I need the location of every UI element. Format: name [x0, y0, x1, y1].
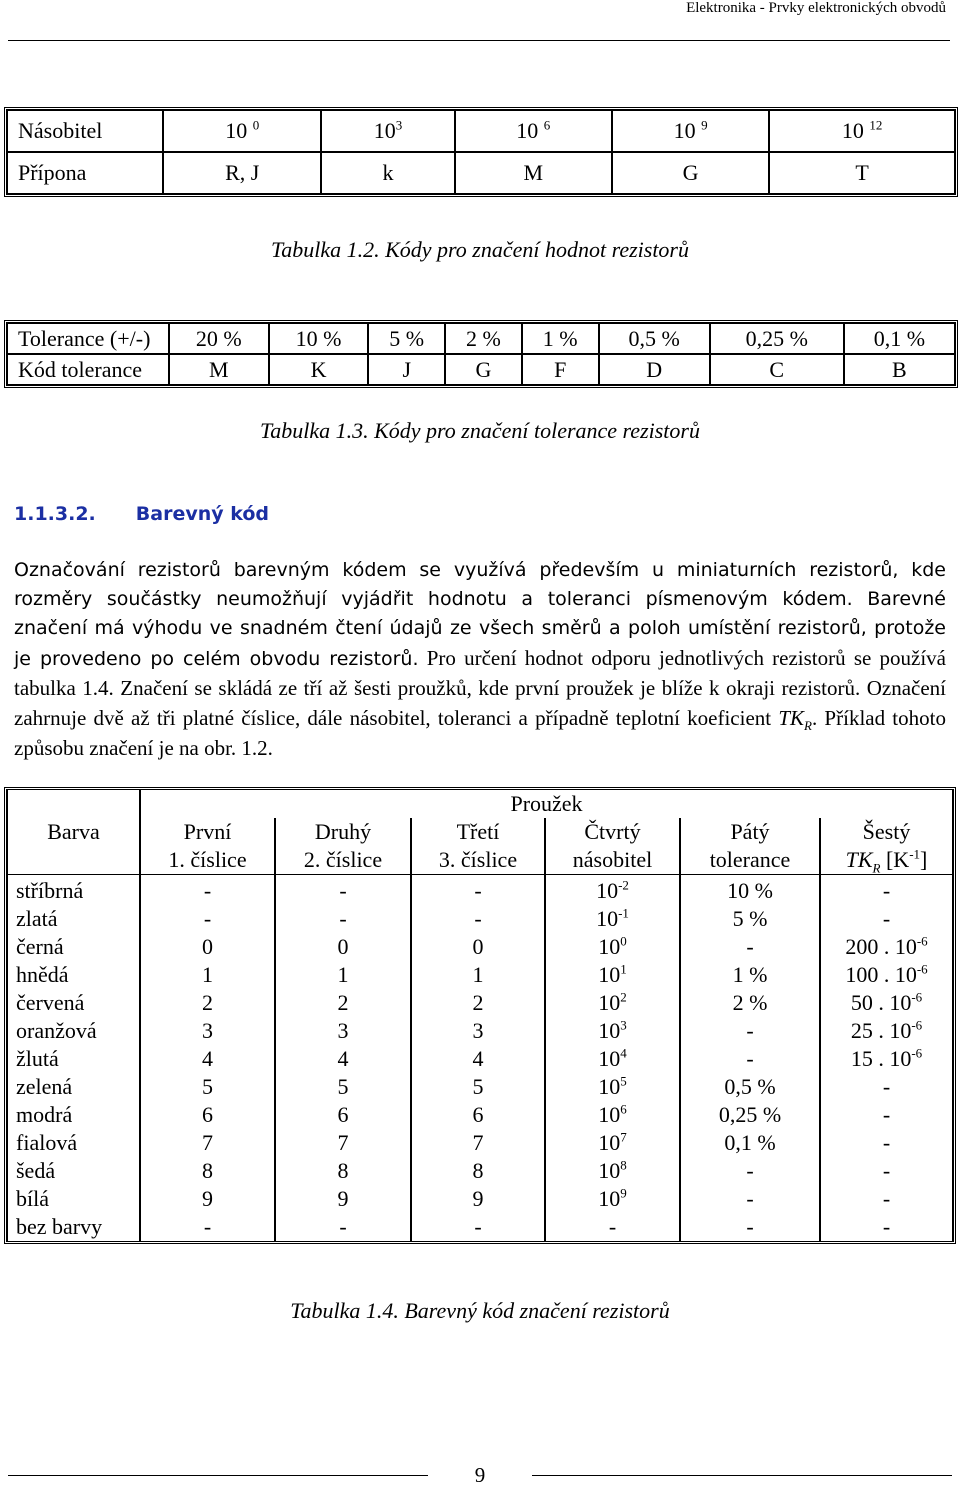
suffix-cell: T [769, 152, 955, 194]
tolerance-cell: - [680, 1045, 820, 1073]
suffix-cell: G [612, 152, 769, 194]
digit-cell: 3 [411, 1017, 545, 1045]
digit-cell: 1 [275, 961, 411, 989]
digit-cell: 7 [411, 1129, 545, 1157]
color-column-header: Barva [7, 818, 140, 846]
multiplier-cell: $10^{-1}$ [545, 905, 680, 933]
tk-cell: - [820, 905, 953, 933]
color-name-cell: černá [7, 933, 140, 961]
suffix-cell: R, J [163, 152, 321, 194]
tolerance-cell: - [680, 933, 820, 961]
tolerance-cell: 0,1 % [680, 1129, 820, 1157]
multiplier-cell: $10^7$ [545, 1129, 680, 1157]
tolerance-code-cell: B [844, 354, 955, 385]
tolerance-cell: 1 % [522, 323, 599, 354]
table-caption-1-2: Tabulka 1.2. Kódy pro značení hodnot rezistorů [270, 237, 689, 262]
digit-cell: 8 [411, 1157, 545, 1185]
color-row [7, 1157, 953, 1185]
multiplier-cell: $10^5$ [545, 1073, 680, 1101]
header-blank [7, 790, 140, 818]
digit-cell: 1 [411, 961, 545, 989]
group-header-row [7, 790, 953, 818]
section-heading [14, 503, 269, 525]
multiplier-cell: $10^1$ [545, 961, 680, 989]
digit-cell: 4 [411, 1045, 545, 1073]
tolerance-cell: 0,1 % [844, 323, 955, 354]
multiplier-cell: $10^2$ [545, 989, 680, 1017]
tolerance-cell: 5 % [368, 323, 445, 354]
stripe-header-row [7, 818, 953, 846]
table-caption-1-4: Tabulka 1.4. Barevný kód značení rezistorů [290, 1298, 670, 1323]
tolerance-cell: - [680, 1213, 820, 1241]
digit-cell: 0 [140, 933, 275, 961]
digit-cell: 3 [275, 1017, 411, 1045]
color-name-cell: oranžová [7, 1017, 140, 1045]
multiplier-cell: $10^0$ [545, 933, 680, 961]
stripe-header: Pátý [680, 818, 820, 846]
tk-cell: 100 . $10^{-6}$ [820, 961, 953, 989]
tolerance-code-cell: K [269, 354, 369, 385]
digit-cell: 3 [140, 1017, 275, 1045]
color-row [7, 989, 953, 1017]
section-number: 1.1.3.2. [14, 503, 96, 525]
color-row [7, 961, 953, 989]
digit-cell: 5 [140, 1073, 275, 1101]
paragraph-text-part-1: Označování rezistorů barevným kódem se využívá především u miniaturních rezistorů, kde rozměry součástky neumožňují vyjádřit hodnotu a toleranci písmenovým kódem. Barevné značení má výhodu ve snadném čtení údajů ze všech směrů a poloh umístění rezistorů, protože je provedeno po celém obvodu rezistorů. [14, 559, 946, 670]
digit-cell: 0 [275, 933, 411, 961]
tolerance-table [4, 320, 958, 388]
color-row [7, 875, 953, 905]
multiplier-cell: $10^{-2}$ [545, 875, 680, 905]
sub-header: 1. číslice [140, 846, 275, 875]
color-name-cell: žlutá [7, 1045, 140, 1073]
digit-cell: - [275, 875, 411, 905]
tolerance-cell: 5 % [680, 905, 820, 933]
tk-cell: 15 . $10^{-6}$ [820, 1045, 953, 1073]
tk-cell: - [820, 1157, 953, 1185]
paragraph-text-part-2: Pro určení hodnot odporu jednotlivých rezistorů se používá tabulka 1.4. Značení se skládá ze tří až šesti proužků, kde první proužek je blíže k okraji rezistorů. Označení zahrnuje dvě až tři platné číslice, dále násobitel, toleranci a případně teplotní koeficient $TK_R$. Příklad tohoto způsobu značení je na obr. 1.2. [14, 645, 946, 761]
suffix-row [7, 152, 955, 194]
tk-cell: 50 . $10^{-6}$ [820, 989, 953, 1017]
tolerance-cell: 2 % [680, 989, 820, 1017]
tolerance-cell: - [680, 1185, 820, 1213]
multiplier-cell: 10 $^6$ [455, 110, 612, 152]
color-name-cell: červená [7, 989, 140, 1017]
header-divider [8, 40, 950, 41]
digit-cell: - [140, 905, 275, 933]
tolerance-cell: 2 % [445, 323, 522, 354]
stripe-header: První [140, 818, 275, 846]
color-row [7, 1101, 953, 1129]
stripe-header: Druhý [275, 818, 411, 846]
digit-cell: 4 [275, 1045, 411, 1073]
sub-header: násobitel [545, 846, 680, 875]
multiplier-cell: 10 $^{12}$ [769, 110, 955, 152]
tk-cell: - [820, 1073, 953, 1101]
digit-cell: 9 [140, 1185, 275, 1213]
digit-cell: 2 [275, 989, 411, 1017]
multiplier-cell: $10^8$ [545, 1157, 680, 1185]
digit-cell: 7 [140, 1129, 275, 1157]
suffix-cell: M [455, 152, 612, 194]
color-rows [7, 875, 953, 1241]
color-name-cell: modrá [7, 1101, 140, 1129]
multiplier-cell: $10^9$ [545, 1185, 680, 1213]
digit-cell: - [275, 1213, 411, 1241]
tolerance-cell: 1 % [680, 961, 820, 989]
multiplier-cell: 10 $^0$ [163, 110, 321, 152]
color-name-cell: šedá [7, 1157, 140, 1185]
color-name-cell: stříbrná [7, 875, 140, 905]
sub-header: 2. číslice [275, 846, 411, 875]
tolerance-cell: 0,5 % [680, 1073, 820, 1101]
digit-cell: 2 [140, 989, 275, 1017]
tolerance-cell: - [680, 1017, 820, 1045]
tk-cell: 200 . $10^{-6}$ [820, 933, 953, 961]
section-title: Barevný kód [135, 503, 270, 525]
running-header: Elektronika - Prvky elektronických obvodů [686, 0, 946, 16]
color-row [7, 1045, 953, 1073]
color-code-table [4, 787, 956, 1244]
sub-header-tk: $TK_R$ $[K^{-1}]$ [820, 846, 953, 875]
table-caption-1-3: Tabulka 1.3. Kódy pro značení tolerance rezistorů [260, 418, 700, 443]
tolerance-code-cell: C [710, 354, 844, 385]
tolerance-code-row [7, 354, 955, 385]
digit-cell: - [411, 905, 545, 933]
tolerance-cell: 0,5 % [599, 323, 710, 354]
suffix-row-label: Přípona [7, 152, 163, 194]
color-name-cell: zelená [7, 1073, 140, 1101]
digit-cell: 8 [140, 1157, 275, 1185]
digit-cell: 6 [140, 1101, 275, 1129]
digit-cell: - [411, 1213, 545, 1241]
tolerance-code-row-label: Kód tolerance [7, 354, 169, 385]
color-name-cell: bez barvy [7, 1213, 140, 1241]
digit-cell: 6 [275, 1101, 411, 1129]
digit-cell: - [275, 905, 411, 933]
sub-header: 3. číslice [411, 846, 545, 875]
color-row [7, 1185, 953, 1213]
color-row [7, 1073, 953, 1101]
digit-cell: 8 [275, 1157, 411, 1185]
tk-cell: - [820, 1101, 953, 1129]
header-blank [7, 846, 140, 875]
digit-cell: 9 [275, 1185, 411, 1213]
tolerance-code-cell: D [599, 354, 710, 385]
page-number: 9 [474, 1463, 486, 1487]
tolerance-cell: 0,25 % [680, 1101, 820, 1129]
tolerance-cell: 0,25 % [710, 323, 844, 354]
multiplier-cell: $10^3$ [545, 1017, 680, 1045]
color-row [7, 1017, 953, 1045]
tolerance-cell: 10 % [680, 875, 820, 905]
multiplier-cell: - [545, 1213, 680, 1241]
tolerance-row-label: Tolerance (+/-) [7, 323, 169, 354]
tolerance-cell: 20 % [169, 323, 269, 354]
tk-cell: - [820, 875, 953, 905]
tolerance-code-cell: G [445, 354, 522, 385]
stripe-header: Čtvrtý [545, 818, 680, 846]
tolerance-row [7, 323, 955, 354]
color-row [7, 905, 953, 933]
digit-cell: 5 [275, 1073, 411, 1101]
color-name-cell: zlatá [7, 905, 140, 933]
digit-cell: 0 [411, 933, 545, 961]
digit-cell: 6 [411, 1101, 545, 1129]
color-name-cell: hnědá [7, 961, 140, 989]
suffix-cell: k [321, 152, 454, 194]
color-name-cell: fialová [7, 1129, 140, 1157]
tolerance-cell: 10 % [269, 323, 369, 354]
color-row [7, 933, 953, 961]
tk-cell: - [820, 1213, 953, 1241]
subheader-row [7, 846, 953, 875]
digit-cell: - [411, 875, 545, 905]
multiplier-cell: $10^3$ [321, 110, 454, 152]
tolerance-code-cell: M [169, 354, 269, 385]
digit-cell: 1 [140, 961, 275, 989]
color-row [7, 1129, 953, 1157]
multiplier-row-label: Násobitel [7, 110, 163, 152]
multiplier-row [7, 110, 955, 152]
multiplier-cell: $10^6$ [545, 1101, 680, 1129]
digit-cell: 2 [411, 989, 545, 1017]
digit-cell: - [140, 875, 275, 905]
color-name-cell: bílá [7, 1185, 140, 1213]
color-row [7, 1213, 953, 1241]
tk-cell: - [820, 1129, 953, 1157]
digit-cell: 4 [140, 1045, 275, 1073]
digit-cell: 7 [275, 1129, 411, 1157]
sub-header: tolerance [680, 846, 820, 875]
tk-cell: - [820, 1185, 953, 1213]
tolerance-code-cell: J [368, 354, 445, 385]
stripe-header: Třetí [411, 818, 545, 846]
multiplier-cell: 10 $^9$ [612, 110, 769, 152]
tolerance-code-cell: F [522, 354, 599, 385]
multiplier-table [4, 107, 958, 197]
body-paragraph [14, 556, 946, 764]
stripe-header: Šestý [820, 818, 953, 846]
tk-cell: 25 . $10^{-6}$ [820, 1017, 953, 1045]
digit-cell: 9 [411, 1185, 545, 1213]
multiplier-cell: $10^4$ [545, 1045, 680, 1073]
digit-cell: - [140, 1213, 275, 1241]
tolerance-cell: - [680, 1157, 820, 1185]
group-header: Proužek [140, 790, 953, 818]
digit-cell: 5 [411, 1073, 545, 1101]
